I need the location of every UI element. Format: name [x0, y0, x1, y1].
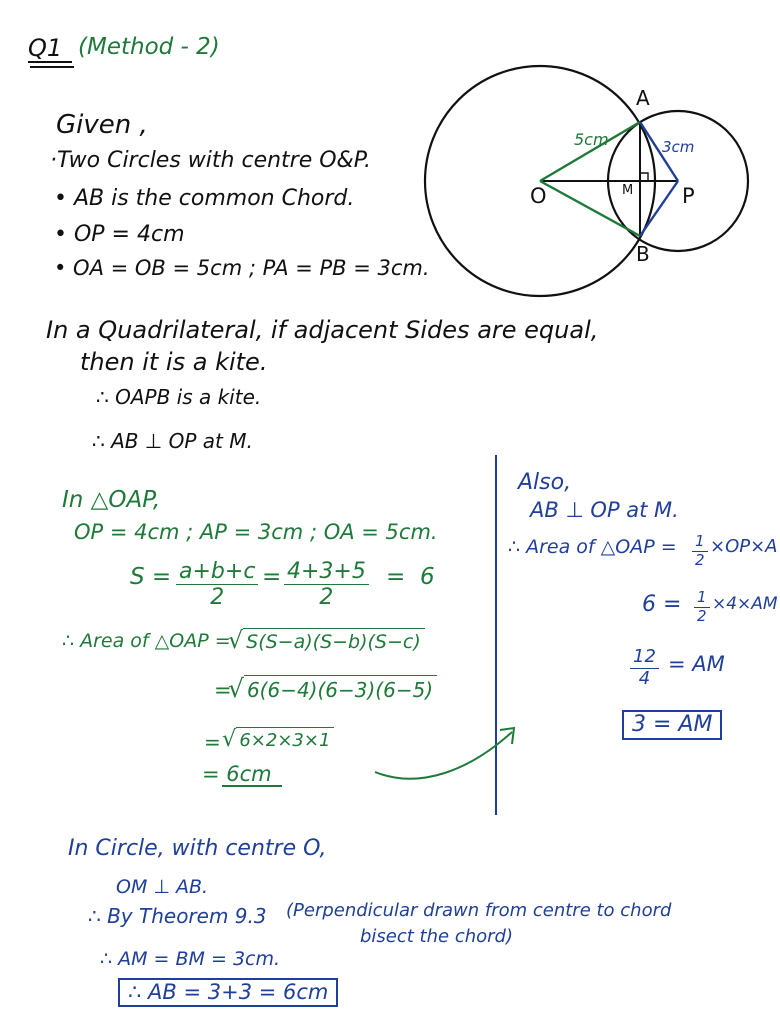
point-m-label: M [622, 183, 634, 198]
equals-sign: = [214, 678, 232, 702]
semi-perimeter-lhs: S = [130, 564, 172, 590]
fraction-denominator: 2 [695, 550, 705, 569]
point-p-label: P [682, 184, 695, 208]
heron-title: In △OAP, [62, 487, 161, 513]
equals-sign: = [204, 730, 221, 754]
fraction-denominator: 2 [210, 585, 225, 611]
theorem-note-cont: bisect the chord) [360, 926, 513, 947]
pa-length-label: 3cm [662, 138, 695, 156]
right-angle-mark [640, 173, 648, 181]
semi-perimeter-value: 6 [420, 564, 435, 590]
equals-sign: = [386, 564, 406, 590]
question-number: Q1 [28, 34, 63, 62]
connector-arrow [375, 732, 512, 779]
fraction-numerator: 1 [692, 534, 708, 552]
heron-radical-2: √ 6(6−4)(6−3)(6−5) [228, 674, 437, 703]
kite-conclusion: ∴ OAPB is a kite. [96, 385, 262, 409]
semi-perimeter-fraction [176, 560, 258, 609]
fraction-numerator: 4+3+5 [284, 560, 369, 585]
radicand: 6(6−4)(6−3)(6−5) [244, 675, 437, 702]
perpendicular-conclusion: ∴ AB ⊥ OP at M. [92, 429, 253, 453]
am-bm-equal: ∴ AM = BM = 3cm. [100, 948, 281, 970]
fraction-denominator: 4 [638, 667, 651, 689]
fraction-denominator: 2 [697, 606, 707, 625]
heron-radical-3: √ 6×2×3×1 [222, 726, 334, 752]
point-a-label: A [636, 86, 650, 110]
fraction-denominator: 2 [319, 585, 334, 611]
area-eq-lhs: 6 = [642, 592, 682, 617]
given-item: • OA = OB = 5cm ; PA = PB = 3cm. [54, 256, 430, 280]
semi-perimeter-values [284, 560, 369, 609]
oa-length-label: 5cm [574, 130, 609, 149]
method-label: (Method - 2) [78, 34, 220, 60]
heron-area-lhs: ∴ Area of △OAP = [62, 630, 231, 652]
half-fraction [694, 590, 710, 625]
kite-statement: In a Quadrilateral, if adjacent Sides are equal, [46, 316, 599, 344]
theorem-reference: ∴ By Theorem 9.3 [88, 904, 267, 928]
ab-result-box: ∴ AB = 3+3 = 6cm [118, 978, 338, 1007]
also-label: Also, [518, 470, 572, 495]
am-result-box: 3 = AM [622, 710, 722, 740]
point-o-label: O [530, 184, 547, 208]
equals-sign: = [262, 564, 282, 590]
om-perp-ab: OM ⊥ AB. [116, 876, 209, 898]
area-formula-lhs: ∴ Area of △OAP = [508, 536, 677, 558]
area-eq-rhs: ×4×AM [712, 594, 778, 614]
given-item: • AB is the common Chord. [54, 186, 355, 211]
area-formula-rhs: ×OP×A [710, 536, 778, 557]
am-eq: = AM [668, 652, 725, 676]
radicand: S(S−a)(S−b)(S−c) [243, 628, 425, 653]
segment-pb [640, 181, 678, 236]
kite-statement-cont: then it is a kite. [80, 348, 268, 376]
fraction-numerator: 1 [694, 590, 710, 608]
half-fraction [692, 534, 708, 569]
theorem-intro: In Circle, with centre O, [68, 836, 327, 861]
given-title: Given , [56, 110, 148, 140]
triangle-sides: OP = 4cm ; AP = 3cm ; OA = 5cm. [74, 520, 438, 544]
given-item: ·Two Circles with centre O&P. [50, 148, 371, 173]
radicand: 6×2×3×1 [236, 727, 334, 751]
perp-statement: AB ⊥ OP at M. [530, 498, 679, 522]
heron-result: = 6cm [202, 762, 272, 786]
fraction-numerator: 12 [630, 648, 659, 669]
point-b-label: B [636, 242, 650, 266]
heron-radical-1: √ S(S−a)(S−b)(S−c) [228, 626, 425, 654]
fraction-numerator: a+b+c [176, 560, 258, 585]
theorem-note: (Perpendicular drawn from centre to chord [286, 900, 672, 921]
given-item: • OP = 4cm [54, 222, 185, 247]
am-fraction [630, 648, 659, 689]
